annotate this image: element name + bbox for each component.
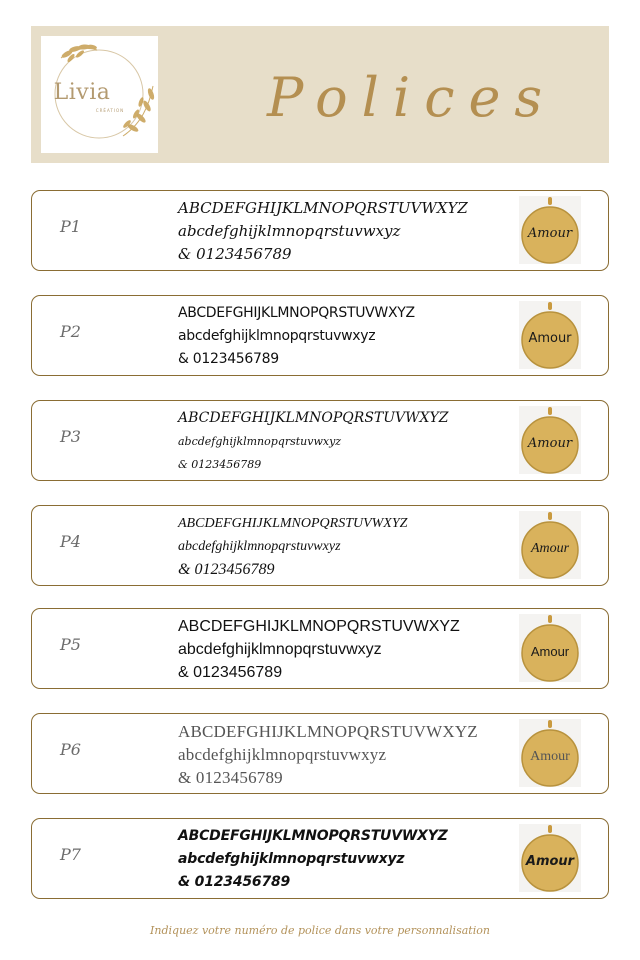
font-code: P2 — [60, 322, 81, 341]
sample-uppercase: ABCDEFGHIJKLMNOPQRSTUVWXYZ — [178, 199, 468, 217]
sample-lowercase: abcdefghijklmnopqrstuvwxyz — [178, 222, 401, 240]
sample-uppercase: ABCDEFGHIJKLMNOPQRSTUVWXYZ — [178, 618, 460, 635]
font-sample — [178, 720, 518, 789]
font-card-p4 — [31, 505, 609, 586]
sample-digits: & 0123456789 — [178, 664, 283, 681]
font-card-p7 — [31, 818, 609, 899]
font-sample — [178, 407, 518, 476]
sample-digits: & 0123456789 — [178, 561, 275, 578]
footer-instruction: Indiquez votre numéro de police dans votre personnalisation — [150, 924, 490, 937]
font-code: P6 — [60, 740, 81, 759]
font-card-p3 — [31, 400, 609, 481]
font-sample — [178, 512, 518, 581]
font-code: P1 — [60, 217, 81, 236]
sample-digits: & 0123456789 — [178, 351, 279, 367]
font-sample — [178, 615, 518, 684]
pendant-preview — [519, 824, 581, 892]
header-banner — [31, 26, 609, 163]
sample-digits: & 0123456789 — [178, 458, 262, 471]
font-card-p2 — [31, 295, 609, 376]
font-sample — [178, 197, 518, 266]
pendant-preview — [519, 614, 581, 682]
font-card-p5 — [31, 608, 609, 689]
pendant-preview — [519, 719, 581, 787]
pendant-text: Amour — [527, 436, 573, 451]
pendant-text: Amour — [530, 541, 570, 556]
sample-lowercase: abcdefghijklmnopqrstuvwxyz — [178, 745, 387, 764]
sample-lowercase: abcdefghijklmnopqrstuvwxyz — [178, 328, 376, 344]
font-code: P5 — [60, 635, 81, 654]
pendant-preview — [519, 406, 581, 474]
pendant-text: Amour — [525, 854, 575, 869]
brand-logo — [41, 36, 158, 153]
sample-uppercase: ABCDEFGHIJKLMNOPQRSTUVWXYZ — [178, 410, 449, 426]
pendant-preview — [519, 301, 581, 369]
sample-digits: & 0123456789 — [178, 874, 291, 890]
font-code: P7 — [60, 845, 81, 864]
font-sample — [178, 825, 518, 894]
font-card-p6 — [31, 713, 609, 794]
sample-uppercase: ABCDEFGHIJKLMNOPQRSTUVWXYZ — [178, 516, 408, 531]
sample-digits: & 0123456789 — [178, 245, 292, 263]
sample-lowercase: abcdefghijklmnopqrstuvwxyz — [178, 851, 405, 867]
font-card-p1 — [31, 190, 609, 271]
font-code: P3 — [60, 427, 81, 446]
font-code: P4 — [60, 532, 81, 551]
pendant-text: Amour — [530, 644, 570, 659]
page-title: Polices — [267, 66, 557, 129]
pendant-preview — [519, 511, 581, 579]
sample-uppercase: ABCDEFGHIJKLMNOPQRSTUVWXYZ — [178, 722, 478, 741]
pendant-text: Amour — [530, 749, 570, 764]
font-sample — [178, 302, 518, 371]
sample-uppercase: ABCDEFGHIJKLMNOPQRSTUVWXYZ — [178, 305, 415, 321]
sample-lowercase: abcdefghijklmnopqrstuvwxyz — [178, 435, 342, 448]
sample-lowercase: abcdefghijklmnopqrstuvwxyz — [178, 539, 341, 554]
logo-subtitle: CRÉATION — [95, 108, 125, 113]
sample-digits: & 0123456789 — [178, 768, 283, 787]
pendant-text: Amour — [528, 331, 572, 346]
pendant-text: Amour — [527, 226, 573, 241]
pendant-preview — [519, 196, 581, 264]
logo-name: Livia — [53, 80, 111, 105]
sample-lowercase: abcdefghijklmnopqrstuvwxyz — [178, 641, 382, 658]
sample-uppercase: ABCDEFGHIJKLMNOPQRSTUVWXYZ — [178, 828, 448, 844]
